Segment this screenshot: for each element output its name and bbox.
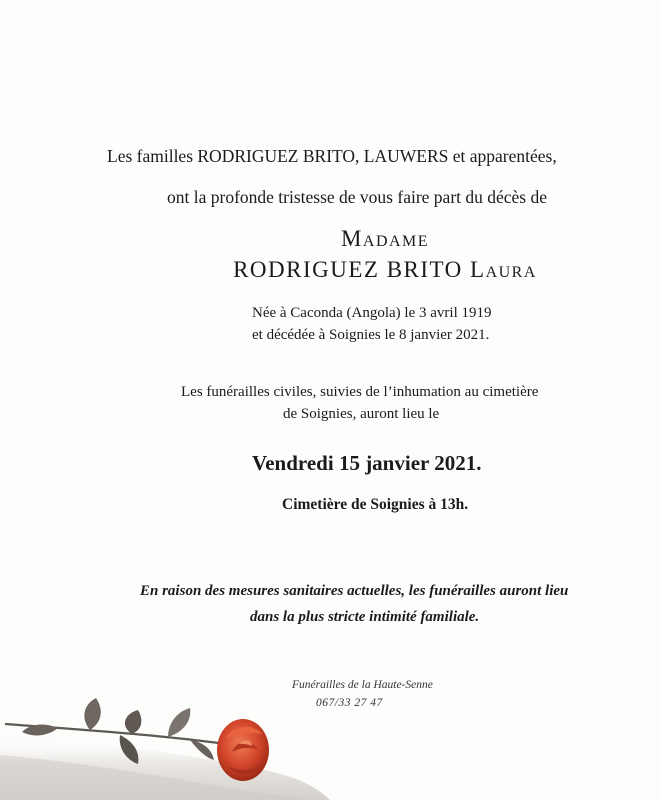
- death-info: et décédée à Soignies le 8 janvier 2021.: [252, 327, 490, 343]
- funeral-info-line1: Les funérailles civiles, suivies de l’inhumation au cimetière: [181, 384, 539, 400]
- announcement-line: ont la profonde tristesse de vous faire part du décès de: [167, 187, 548, 207]
- funeral-home-phone: 067/33 27 47: [316, 697, 383, 709]
- birth-info: Née à Caconda (Angola) le 3 avril 1919: [252, 305, 492, 321]
- deceased-name: RODRIGUEZ BRITO Laura: [233, 257, 537, 282]
- funeral-date: Vendredi 15 janvier 2021.: [252, 451, 482, 475]
- sanitary-notice-line2: dans la plus stricte intimité familiale.: [250, 609, 480, 625]
- funeral-info-line2: de Soignies, auront lieu le: [283, 406, 440, 422]
- families-line: Les familles RODRIGUEZ BRITO, LAUWERS et apparentées,: [107, 146, 557, 166]
- funeral-place: Cimetière de Soignies à 13h.: [282, 496, 469, 513]
- deceased-title: Madame: [340, 226, 430, 251]
- funeral-home-name: Funérailles de la Haute-Senne: [292, 679, 433, 691]
- sanitary-notice-line1: En raison des mesures sanitaires actuelles, les funérailles auront lieu: [140, 583, 569, 599]
- red-rose-on-sand-icon: [0, 680, 330, 800]
